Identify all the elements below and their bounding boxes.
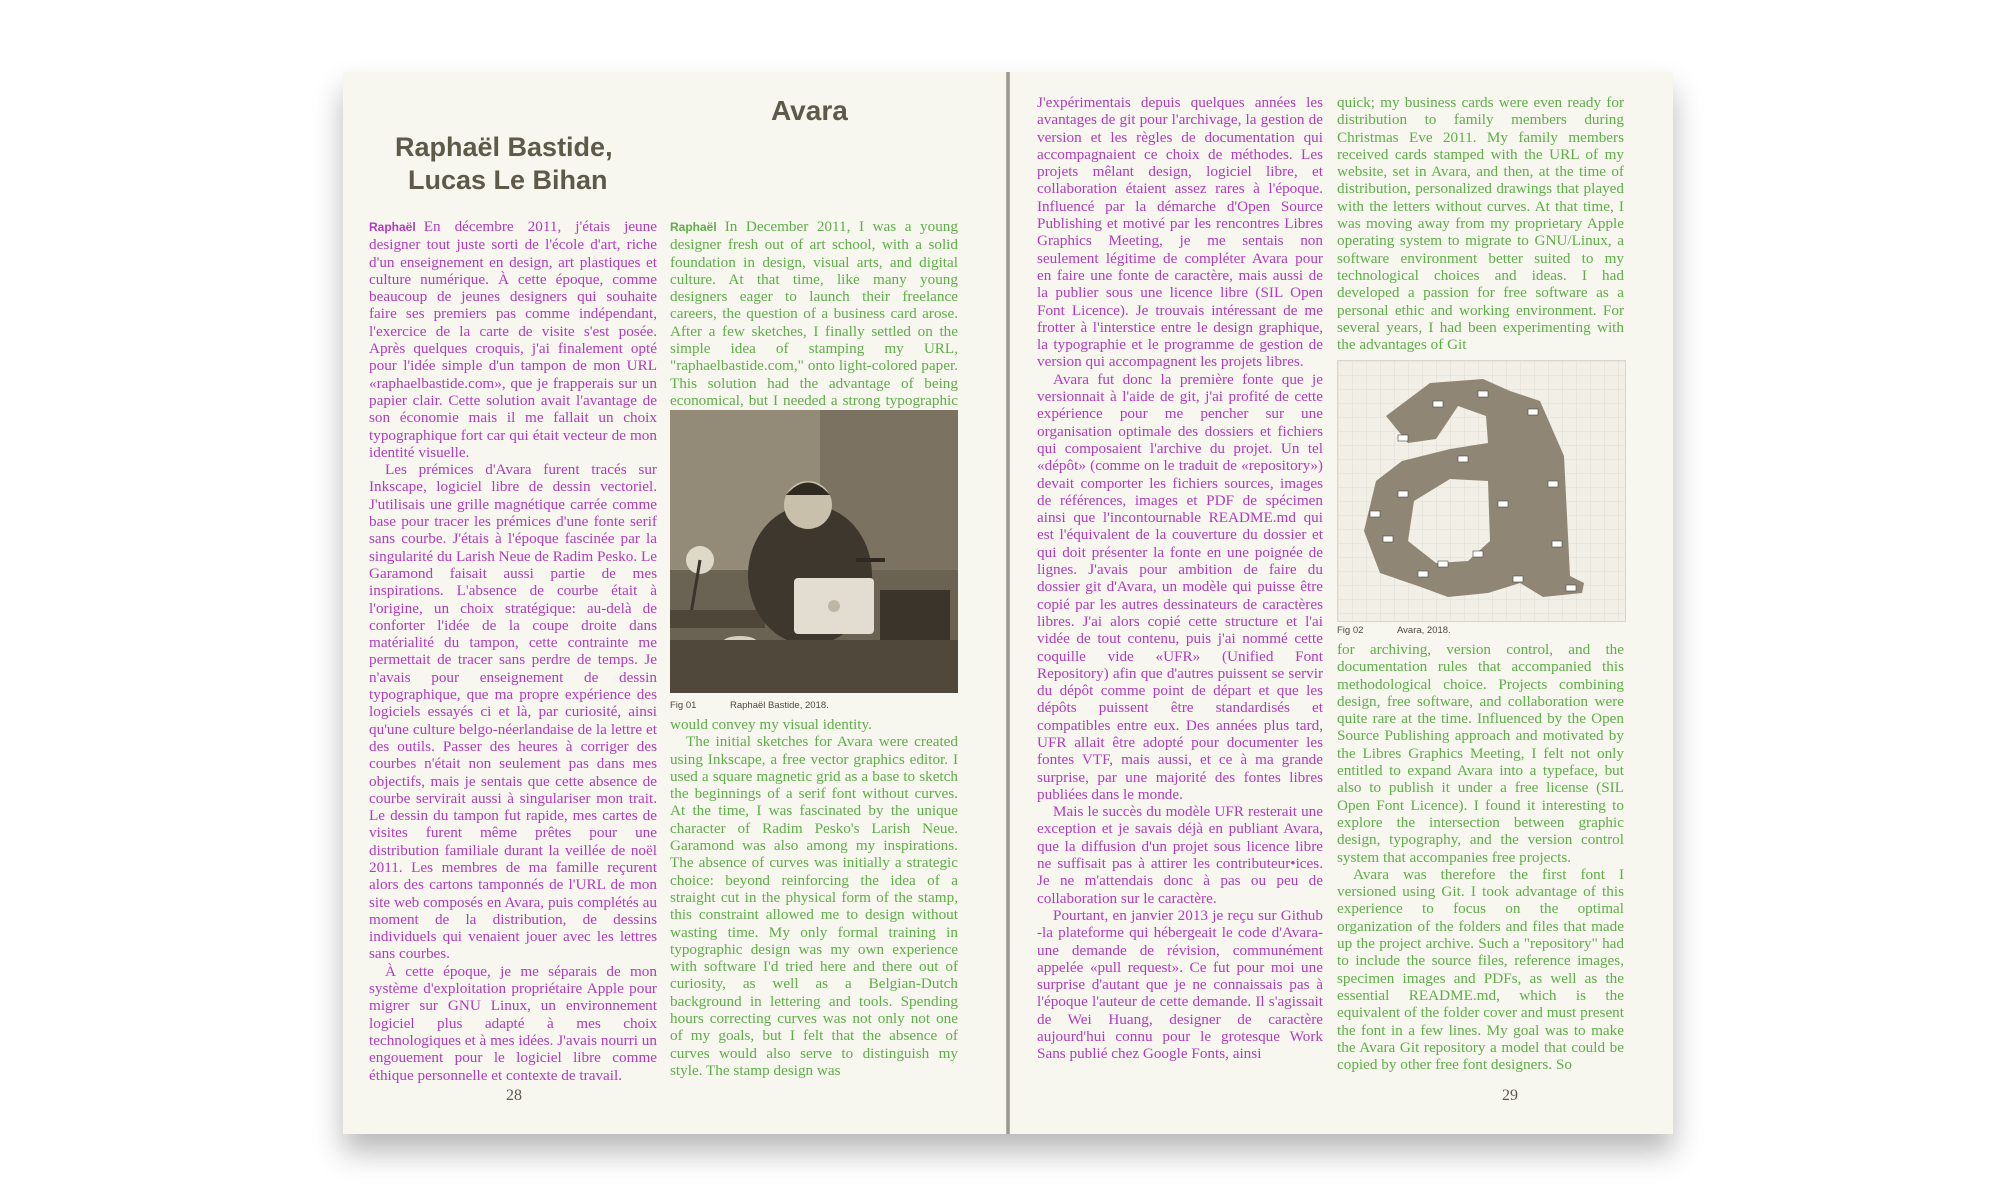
page-number: 28 [506,1087,522,1104]
figure-caption [1337,625,1451,636]
paragraph: The initial sketches for Avara were created using Inkscape, a free vector graphics editor. I used a square magnetic grid as a base to sketch the beginnings of a serif font without curves. At the time, I was fascinated by the unique character of Radim Pesko's Larish Neue. Garamond was also among my inspirations. The absence of curves was initially a strategic choice: beyond reinforcing the idea of a straight cut in the physical form of the stamp, this constraint allowed me to design without wasting time. My only formal training in typographic design was my own experience with software I'd tried here and there out of curiosity, as well as a Belgian-Dutch background in lettering and tools. Spending hours correcting curves was not only not one of my goals, but I felt that the absence of curves would also serve to distinguish my style. The stamp design was [670,733,958,1079]
paragraph: En décembre 2011, j'étais jeune designer tout juste sorti de l'école d'art, riche d'un enseignement en design, art plastiques et culture numérique. À cette époque, comme beaucoup de jeunes designers qui souhaite faire ses premiers pas comme indépendant, l'exercice de la carte de visite s'est posée. Après quelques croquis, j'ai finalement opté pour l'idée simple d'un tampon de mon URL «raphaelbastide.com», que je frapperais sur un papier clair. Cette solution avait l'avantage de son économie mais il me fallait un choix typographique fort car qui était vecteur de mon identité visuelle. [369,218,657,461]
person-with-laptop-image [670,410,958,693]
french-column [369,218,657,1084]
french-column [1037,94,1323,1063]
paragraph: would convey my visual identity. [670,716,872,733]
paragraph: À cette époque, je me séparais de mon système d'exploitation propriétaire Apple pour migrer sur GNU Linux, un environnement logiciel plus adapté à mes choix technologiques et à mes idées. J'avais nourri un engouement pour le logiciel libre comme éthique personnelle et contexte de travail. [369,962,657,1084]
authors-line-1: Raphaël Bastide, [395,132,613,162]
english-column-bottom [1337,641,1624,1073]
figure-tag: Fig 02 [1337,625,1364,636]
figure-caption-text: Avara, 2018. [1397,625,1451,636]
speaker-tag: Raphaël [369,220,416,234]
paragraph: In December 2011, I was a young designer fresh out of art school, with a solid foundation in design, visual arts, and digital culture. At that time, like many young designers eager to launch their freelance careers, the question of a business card arose. After a few sketches, I finally settled on the simple idea of stamping my URL, "raphaelbastide.com," onto light-colored paper. This solution had the advantage of being economical, but I needed a strong typographic [670,218,958,409]
page-number: 29 [1502,1087,1518,1104]
glyph-figure [1337,360,1626,622]
english-column-top [1337,94,1624,353]
right-page [1010,72,1673,1134]
paragraph: J'expérimentais depuis quelques années les avantages de git pour l'archivage, la gestion de version et les règles de documentation qui accompagnaient ce choix de méthodes. Les projets mêlant design, logiciel libre, et collaboration étaient assez rares à l'époque. Influencé par la démarche d'Open Source Publishing et motivé par les rencontres Libres Graphics Meeting, je me sentais non seulement légitime de compléter Avara pour en faire une fonte de caractère, mais aussi de la publier sous une licence libre (SIL Open Font Licence). Je trouvais intéressant de me frotter à l'interstice entre le design graphique, la typographie et le programme de gestion de version qui accompagnent les projets libres. [1037,94,1323,371]
figure-tag: Fig 01 [670,700,697,711]
paragraph: Avara was therefore the first font I versioned using Git. I took advantage of this experience to focus on the optimal organization of the folders and files that made up the project archive. Such a "repository" had to include the source files, reference images, specimen images and PDFs, as well as the essential README.md, which is the equivalent of the folder cover and must present the font in a few lines. My goal was to make the Avara Git repository a model that could be copied by other free font designers. So [1337,865,1624,1074]
figure-caption-text: Raphaël Bastide, 2018. [730,700,829,711]
paragraph: quick; my business cards were even ready for distribution to family members during Christmas Eve 2011. My family members received cards stamped with the URL of my website, set in Avara, and then, at the time of distribution, personalized drawings that played with the letters without curves. At that time, I was moving away from my proprietary Apple operating system to migrate to GNU/Linux, a software environment better suited to my technological choices and ideas. I had developed a passion for free software as a personal ethic and working environment. For several years, I had been experimenting with the advantages of Git [1337,94,1624,353]
english-column-bottom [670,716,958,1079]
article-title: Avara [771,95,848,126]
figure-caption [670,700,829,711]
left-page [343,72,1006,1134]
avara-a-glyph-image [1338,361,1625,621]
paragraph: Pourtant, en janvier 2013 je reçu sur Github -la plateforme qui hébergeait le code d'Avara- une demande de révision, communément appelée «pull request». Ce fut pour moi une surprise d'autant que je ne connaissais pas à l'époque l'auteur de cette demande. Il s'agissait de Wei Huang, designer de caractère aujourd'hui connu pour le grotesque Work Sans publié chez Google Fonts, ainsi [1037,906,1323,1063]
paragraph: Les prémices d'Avara furent tracés sur Inkscape, logiciel libre de dessin vectoriel. J'utilisais une grille magnétique carrée comme base pour tracer les prémices d'une fonte serif sans courbe. J'étais à l'époque fascinée par la singularité du Larish Neue de Radim Pesko. Le Garamond faisait aussi partie de mes inspirations. L'absence de courbe était à l'origine, un choix stratégique: au-delà de conforter l'idée de la coupe droite dans matérialité du tampon, cette contrainte me permettait de tracer sans perdre de temps. Je n'avais pour enseignement de dessin typographique, que ma propre expérience des logiciels essayés ci et là, par curiosité, ainsi qu'une culture belgo-néerlandaise de la lettre et des outils. Passer des heures à corriger des courbes n'était non seulement pas dans mes objectifs, mais je sentais que cette absence de courbe servirait aussi à singulariser mon trait. Le dessin du tampon fut rapide, mes cartes de visites furent même prêtes pour une distribution familiale durant la veillée de noël 2011. Les membres de ma famille reçurent alors des cartons tamponnés de l'URL de mon site web composés en Avara, puis complétés au moment de la distribution, de dessins individuels qui venaient jouer avec les lettres sans courbes. [369,461,657,963]
book-spread [343,72,1673,1134]
authors-line-2: Lucas Le Bihan [408,165,608,195]
paragraph: Mais le succès du modèle UFR resterait une exception et je savais déjà en publiant Avara, que la diffusion d'un projet sous licence libre ne suffisait pas à attirer les contributeur•ices. Je ne m'attendais donc à pas ou peu de collaboration sur le caractère. [1037,803,1323,907]
photo-figure [670,410,958,693]
paragraph: Avara fut donc la première fonte que je versionnait à l'aide de git, j'ai profité de cette expérience pour me pencher sur une organisation optimale des dossiers et fichiers qui composaient l'archive du projet. Un tel «dépôt» (comme on le traduit de «repository») devait comporter les fichiers sources, images de références, images et PDF de spécimen ainsi que l'incontournable README.md qui est l'équivalent de la couverture du dossier et qui doit présenter la fonte en une poignée de lignes. J'avais pour ambition de faire du dossier git d'Avara, un modèle qui puisse être copié par les autres dessinateurs de caractères libres. J'ai alors copié cette structure et l'ai vidée de tout contenu, puis j'ai nommé cette coquille vide «UFR» (Unified Font Repository) afin que d'autres puissent se servir du dépôt comme point de départ et que les dépôts puissent être standardisés et compatibles entre eux. Des années plus tard, UFR allait être adopté pour documenter les fontes VTF, mais aussi, et ce à ma grande surprise, par une majorité des fontes libres publiées dans le monde. [1037,370,1323,803]
paragraph: for archiving, version control, and the documentation rules that accompanied this methodological choice. Projects combining design, free software, and collaboration were quite rare at the time. Influenced by the Open Source Publishing approach and motivated by the Libres Graphics Meeting, I felt not only entitled to expand Avara into a typeface, but also to publish it under a free license (SIL Open Font Licence). I found it interesting to explore the intersection between graphic design, typography, and the version control system that accompanies free projects. [1337,641,1624,866]
speaker-tag: Raphaël [670,220,717,234]
